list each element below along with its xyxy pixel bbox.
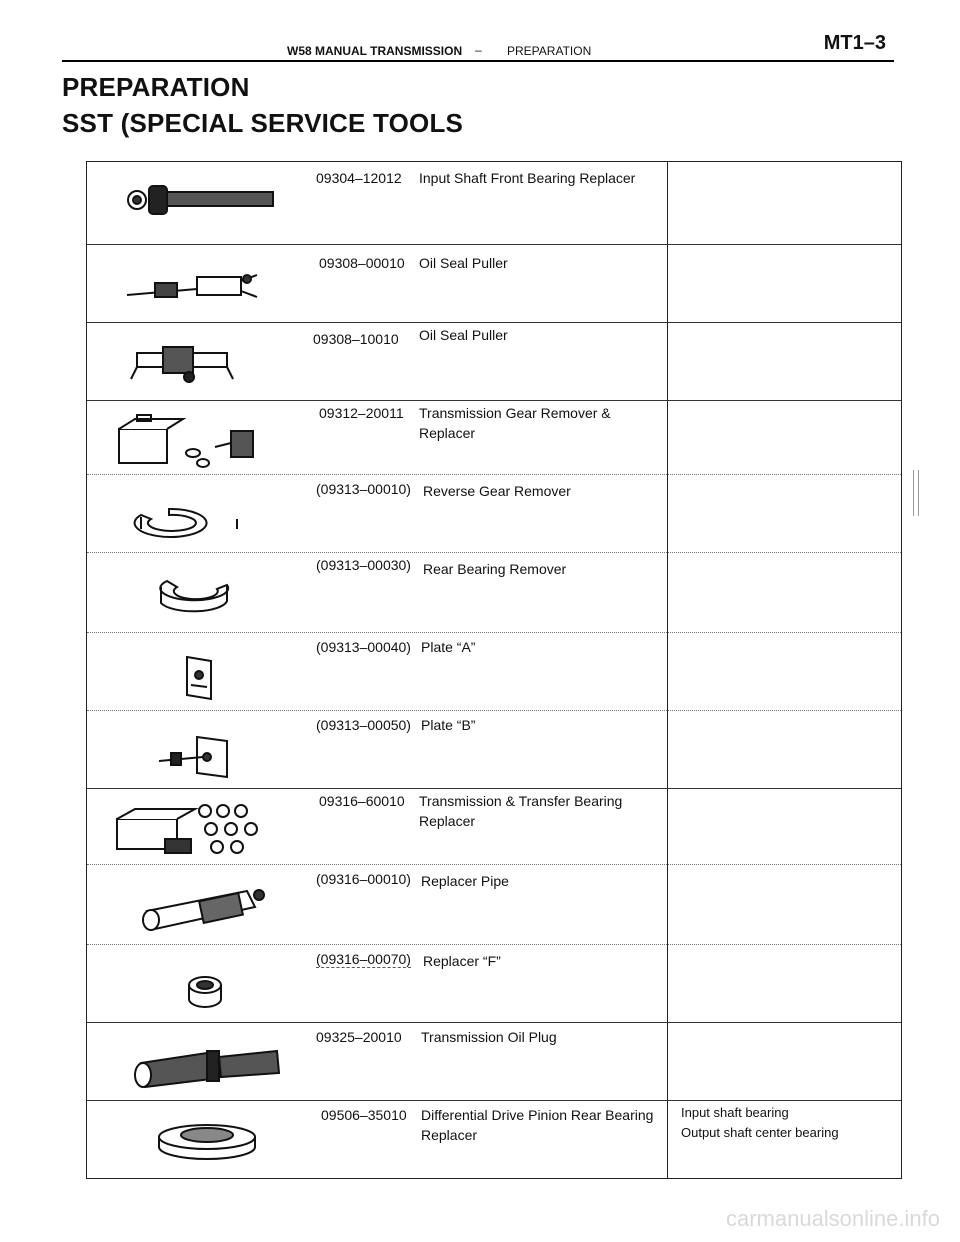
part-number: 09312–20011 — [319, 405, 404, 421]
bearing-replacer-set-icon — [107, 799, 287, 855]
tool-row — [87, 474, 901, 553]
tool-note — [681, 1103, 896, 1143]
jaw-puller-icon — [107, 335, 287, 391]
tool-row — [87, 400, 901, 477]
tool-description: Replacer “F” — [423, 953, 501, 969]
tool-description: Transmission & Transfer Bearing Replacer — [419, 793, 623, 829]
replacer-cup-icon — [107, 965, 287, 1021]
tool-description: Differential Drive Pinion Rear Bearing Replacer — [421, 1107, 654, 1143]
tool-description: Transmission Oil Plug — [421, 1029, 557, 1045]
tool-row — [87, 710, 901, 789]
header-section-title: W58 MANUAL TRANSMISSION — [287, 44, 463, 58]
tool-row — [87, 552, 901, 633]
split-ring-icon — [107, 495, 287, 551]
tool-description: Oil Seal Puller — [419, 255, 508, 271]
split-collar-icon — [107, 569, 287, 625]
tool-row — [87, 244, 901, 323]
sst-table — [86, 161, 902, 1179]
tool-description: Input Shaft Front Bearing Replacer — [419, 170, 636, 186]
tool-row — [87, 632, 901, 711]
tool-description: Replacer Pipe — [421, 873, 509, 889]
tool-description: Rear Bearing Remover — [423, 561, 567, 577]
part-number: 09325–20010 — [316, 1029, 402, 1045]
part-number: 09316–60010 — [319, 793, 405, 809]
tool-row — [87, 788, 901, 865]
header-separator: – — [475, 43, 482, 57]
part-number: 09304–12012 — [316, 170, 402, 186]
oil-plug-icon — [107, 1037, 287, 1093]
margin-mark — [913, 470, 919, 516]
note-line: Output shaft center bearing — [681, 1125, 839, 1140]
part-number: 09308–10010 — [313, 331, 399, 347]
drive-pinion-replacer-icon — [107, 1113, 287, 1169]
small-plate-icon — [107, 651, 287, 707]
watermark: carmanualsonline.info — [725, 1206, 940, 1231]
tool-description: Oil Seal Puller — [419, 327, 508, 343]
plate-with-bolt-icon — [107, 727, 287, 783]
part-number: (09316–00070) — [316, 951, 411, 967]
part-number: (09313–00050) — [316, 717, 411, 733]
part-number: 09308–00010 — [319, 255, 405, 271]
tool-row — [87, 1022, 901, 1101]
tool-description: Plate “B” — [421, 717, 476, 733]
part-number: (09313–00030) — [316, 557, 411, 573]
tool-row — [87, 322, 901, 401]
page-header — [62, 32, 894, 62]
long-bolt-replacer-icon — [107, 174, 287, 230]
part-number: (09316–00010) — [316, 871, 411, 887]
tool-row — [87, 864, 901, 945]
tool-description: Transmission Gear Remover & Replacer — [419, 405, 611, 441]
header-rule — [62, 60, 894, 62]
tool-row — [87, 1100, 901, 1179]
part-number: (09313–00010) — [316, 481, 411, 497]
part-number: (09313–00040) — [316, 639, 411, 655]
note-line: Input shaft bearing — [681, 1105, 789, 1120]
replacer-pipe-icon — [107, 881, 287, 937]
page-title: PREPARATION — [62, 72, 250, 102]
part-number: 09506–35010 — [321, 1107, 407, 1123]
header-subsection: PREPARATION — [507, 44, 592, 58]
tool-set-box-icon — [107, 413, 287, 469]
tool-description: Reverse Gear Remover — [423, 483, 571, 499]
slide-hammer-puller-icon — [107, 257, 287, 313]
tool-description: Plate “A” — [421, 639, 476, 655]
tool-row — [87, 944, 901, 1023]
page-code: MT1–3 — [823, 32, 886, 54]
section-title: SST (SPECIAL SERVICE TOOLS — [62, 108, 464, 138]
tool-row — [87, 162, 901, 244]
